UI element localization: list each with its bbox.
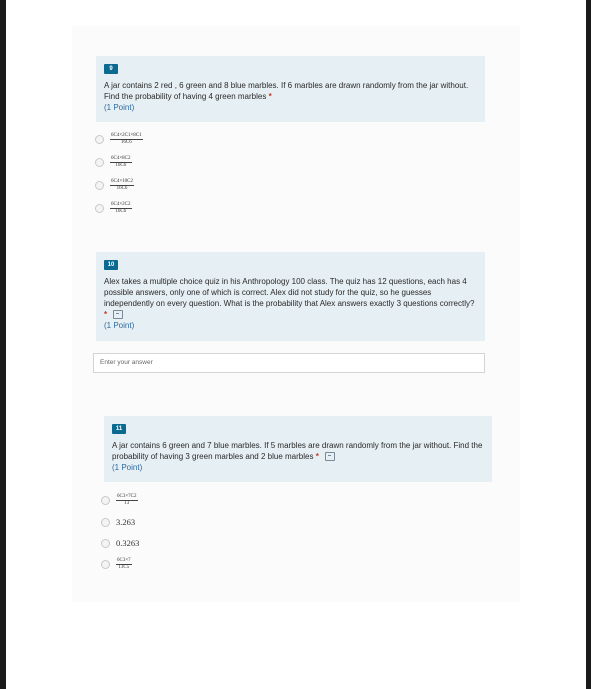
fraction-expression: $\frac{6C4\times 8C2}{16C6}$ <box>111 156 131 168</box>
option-9-d[interactable] <box>95 202 132 215</box>
required-asterisk: * <box>104 310 108 319</box>
question-9-header <box>96 56 485 122</box>
fraction-expression: $\frac{6C4\times 10C2}{16C6}$ <box>111 179 133 191</box>
question-text: A jar contains 6 green and 7 blue marbles. If 5 marbles are drawn randomly from the jar without. Find the probability of having 3 green marbles and 2 blue marbles <box>112 441 483 461</box>
option-11-a[interactable] <box>101 494 138 507</box>
immersive-reader-icon[interactable] <box>113 310 123 319</box>
question-10-header <box>96 252 485 341</box>
radio-button[interactable] <box>95 135 104 144</box>
radio-button[interactable] <box>101 539 110 548</box>
fraction-expression: $\frac{6C3\times 7C2}{13}$ <box>117 494 137 506</box>
question-11-header <box>104 416 492 482</box>
immersive-reader-icon[interactable] <box>325 452 335 461</box>
option-9-a[interactable] <box>95 133 143 146</box>
points-label: (1 Point) <box>104 321 135 330</box>
fraction-expression: $\frac{6C4\times 2C2}{16C6}$ <box>111 202 131 214</box>
answer-input[interactable]: Enter your answer <box>93 353 485 373</box>
radio-button[interactable] <box>95 204 104 213</box>
radio-button[interactable] <box>95 181 104 190</box>
required-asterisk: * <box>315 452 319 461</box>
option-11-c[interactable] <box>101 538 139 548</box>
radio-button[interactable] <box>95 158 104 167</box>
points-label: (1 Point) <box>104 103 135 112</box>
option-label: 0.3263 <box>116 538 140 548</box>
option-label: 3.263 <box>116 517 136 527</box>
question-text: Alex takes a multiple choice quiz in his Anthropology 100 class. The quiz has 12 questions, each has 4 possible answers, only one of which is correct. Alex did not study for the quiz, so he guesses independently on every question. What is the probability that Alex answers exactly 3 questions correctly? <box>104 277 475 308</box>
radio-button[interactable] <box>101 496 110 505</box>
points-label: (1 Point) <box>112 463 143 472</box>
radio-button[interactable] <box>101 518 110 527</box>
question-number-badge: 9 <box>104 64 118 74</box>
question-text: A jar contains 2 red , 6 green and 8 blue marbles. If 6 marbles are drawn randomly from the jar without. Find the probability of having 4 green marbles <box>104 81 469 101</box>
option-11-b[interactable] <box>101 517 135 527</box>
radio-button[interactable] <box>101 560 110 569</box>
fraction-expression: $\frac{6C3\times 7}{13C5}$ <box>117 558 131 570</box>
question-number-badge: 11 <box>112 424 126 434</box>
option-9-b[interactable] <box>95 156 132 169</box>
fraction-expression: $\frac{6C4\times 2C1\times 8C1}{16C6}$ <box>111 133 142 145</box>
required-asterisk: * <box>268 92 272 101</box>
option-11-d[interactable] <box>101 558 132 571</box>
option-9-c[interactable] <box>95 179 134 192</box>
question-number-badge: 10 <box>104 260 118 270</box>
